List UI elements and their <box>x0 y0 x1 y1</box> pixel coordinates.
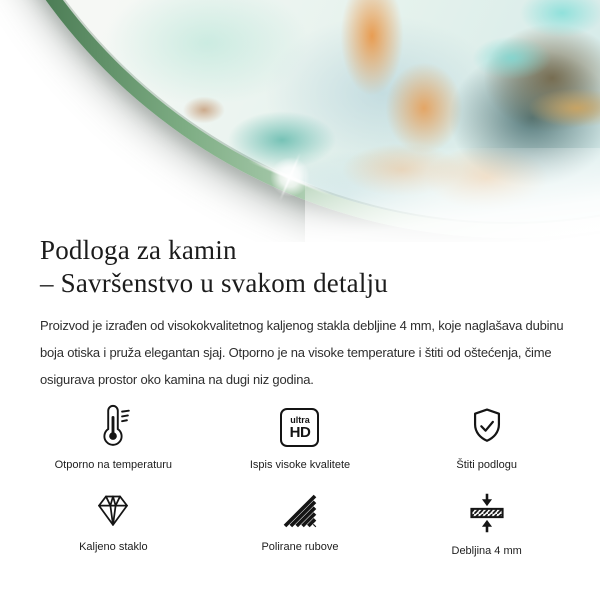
feature-protection <box>393 403 580 471</box>
ultra-hd-icon: ultra HD <box>280 408 319 447</box>
feature-temperature <box>20 403 207 471</box>
title-line-1: Podloga za kamin <box>40 235 237 265</box>
thermometer-icon <box>90 403 136 449</box>
product-paragraph: Proizvod je izrađen od visokokvalitetnog kaljenog stakla debljine 4 mm, koje naglašava dubinu boja otiska i pruža elegantan sjaj. Otporno je na visoke temperature i štiti od oštećenja, čime osigurava prostor oko kamina na dugi niz godina. <box>40 318 564 387</box>
feature-label: Kaljeno staklo <box>79 541 148 553</box>
page-title <box>40 234 560 300</box>
title-line-2: – Savršenstvo u svakom detalju <box>40 268 388 298</box>
polished-edge-icon <box>280 491 320 531</box>
feature-thickness <box>393 489 580 557</box>
feature-label: Ispis visoke kvalitete <box>249 459 351 471</box>
feature-tempered-glass <box>20 489 207 557</box>
feature-polished-edges <box>207 489 394 557</box>
diamond-icon <box>92 489 134 531</box>
shield-check-icon <box>465 405 509 449</box>
feature-label: Polirane rubove <box>261 541 339 553</box>
feature-label: Otporno na temperaturu <box>54 459 173 471</box>
feature-label: Štiti podlogu <box>456 459 517 471</box>
feature-label: Debljina 4 mm <box>451 545 522 557</box>
thickness-icon <box>465 491 509 535</box>
feature-print-quality <box>207 403 394 471</box>
feature-grid <box>20 403 580 557</box>
